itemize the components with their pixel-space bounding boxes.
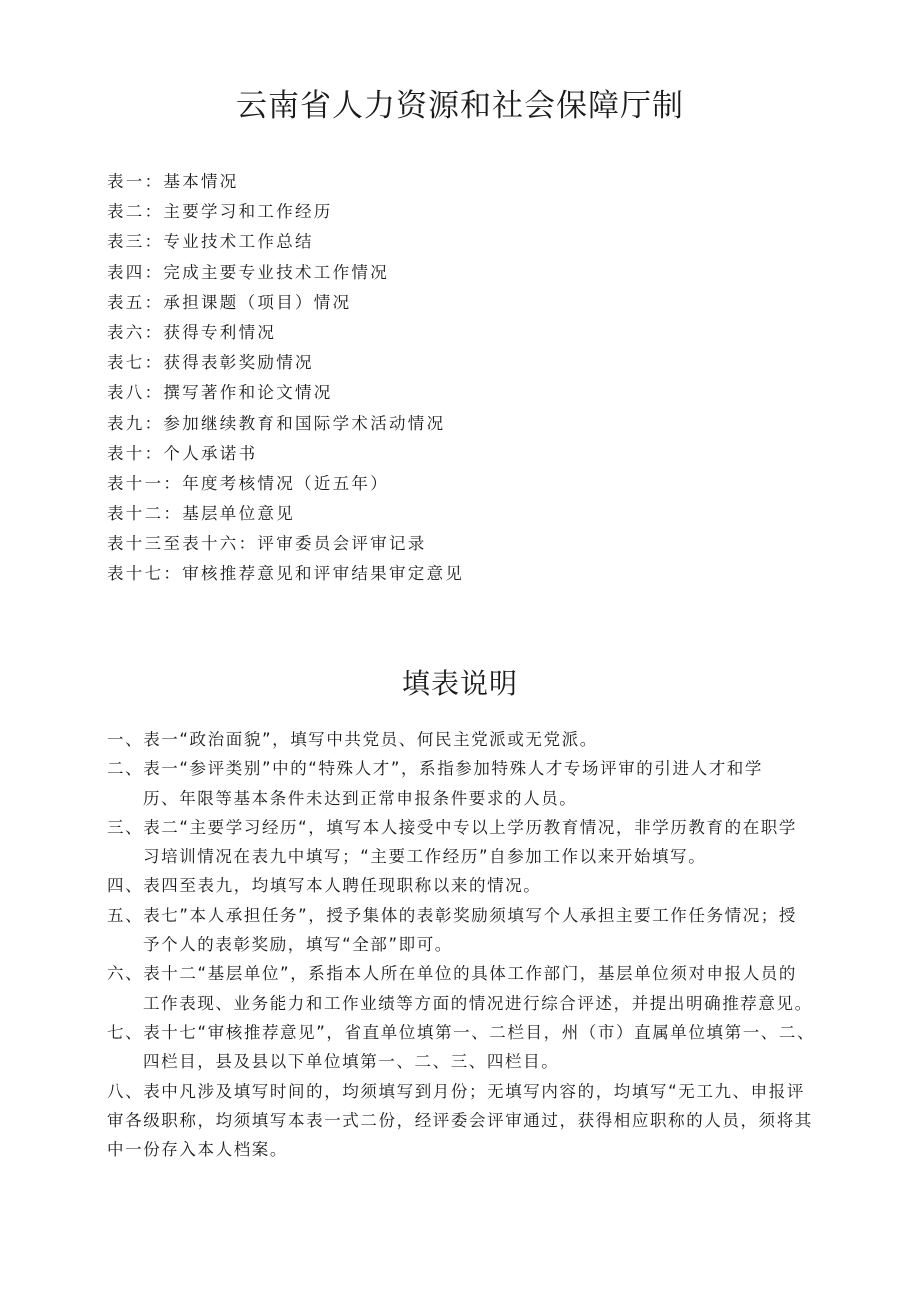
instruction-line: 中一份存入本人档案。 bbox=[107, 1140, 288, 1160]
instruction-note bbox=[107, 754, 852, 813]
instructions-list bbox=[107, 725, 852, 1164]
toc-item: 表八：撰写著作和论文情况 bbox=[107, 383, 333, 403]
instruction-line: 七、表十七“审核推荐意见”，省直单位填第一、二栏目，州（市）直属单位填第一、二、 bbox=[107, 1022, 816, 1042]
instruction-line: 一、表一“政治面貌”，填写中共党员、何民主党派或无党派。 bbox=[107, 730, 598, 749]
instruction-line: 八、表中凡涉及填写时间的，均须填写到月份；无填写内容的，均填写“无工九、申报评 bbox=[107, 1081, 805, 1101]
instruction-line: 四、表四至表九，均填写本人聘任现职称以来的情况。 bbox=[107, 876, 542, 896]
instruction-line: 三、表二“主要学习经历“，填写本人接受中专以上学历教育情况，非学历教育的在职学 bbox=[107, 817, 797, 837]
toc-item: 表十：个人承诺书 bbox=[107, 443, 258, 463]
toc-item: 表二：主要学习和工作经历 bbox=[107, 202, 333, 222]
instruction-line: 四栏目，县及县以下单位填第一、二、三、四栏目。 bbox=[143, 1052, 560, 1072]
instruction-note bbox=[107, 1077, 852, 1165]
instruction-note bbox=[107, 1018, 852, 1077]
instruction-note bbox=[107, 813, 852, 872]
instruction-note bbox=[107, 725, 852, 754]
instruction-note bbox=[107, 901, 852, 960]
toc-item: 表十七：审核推荐意见和评审结果审定意见 bbox=[107, 564, 465, 584]
toc-item: 表一：基本情况 bbox=[107, 172, 239, 191]
instruction-line: 工作表现、业务能力和工作业绩等方面的情况进行综合评述，并提出明确推荐意见。 bbox=[143, 993, 813, 1013]
toc-item: 表十一：年度考核情况（近五年） bbox=[107, 473, 389, 493]
page-title: 云南省人力资源和社会保障厅制 bbox=[236, 88, 684, 124]
toc-item: 表五：承担课题（项目）情况 bbox=[107, 292, 352, 312]
instruction-note bbox=[107, 959, 852, 1018]
section-heading: 填表说明 bbox=[401, 667, 518, 700]
instruction-line: 二、表一“参评类别”中的“特殊人才”，系指参加特殊人才专场评审的引进人才和学 bbox=[107, 759, 763, 779]
toc-item: 表十三至表十六：评审委员会评审记录 bbox=[107, 534, 427, 554]
instruction-line: 六、表十二“基层单位”，系指本人所在单位的具体工作部门，基层单位须对申报人员的 bbox=[107, 964, 797, 984]
table-of-contents bbox=[107, 167, 464, 590]
instruction-note bbox=[107, 871, 852, 900]
instruction-line: 五、表七”本人承担任务”，授予集体的表彰奖励须填写个人承担主要工作任务情况；授 bbox=[107, 905, 797, 925]
toc-item: 表十二：基层单位意见 bbox=[107, 504, 295, 524]
toc-item: 表六：获得专利情况 bbox=[107, 322, 277, 342]
instruction-line: 审各级职称，均须填写本表一式二份，经评委会评审通过，获得相应职称的人员，须将其 bbox=[107, 1110, 813, 1130]
toc-item: 表七：获得表彰奖励情况 bbox=[107, 353, 314, 373]
instruction-line: 予个人的表彰奖励，填写“全部”即可。 bbox=[143, 935, 453, 955]
instruction-line: 习培训情况在表九中填写；“主要工作经历”自参加工作以来开始填写。 bbox=[143, 847, 707, 867]
instruction-line: 历、年限等基本条件未达到正常申报条件要求的人员。 bbox=[143, 788, 578, 808]
toc-item: 表四：完成主要专业技术工作情况 bbox=[107, 262, 389, 282]
toc-item: 表九：参加继续教育和国际学术活动情况 bbox=[107, 413, 446, 433]
toc-item: 表三：专业技术工作总结 bbox=[107, 232, 314, 252]
